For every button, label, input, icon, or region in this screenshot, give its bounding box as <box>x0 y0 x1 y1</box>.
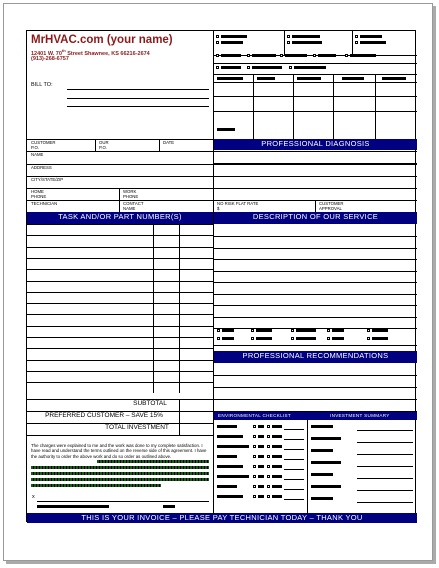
checkbox[interactable] <box>253 465 256 468</box>
summary-line[interactable] <box>357 442 413 443</box>
checkbox[interactable] <box>280 54 283 57</box>
grid-divider <box>333 74 334 139</box>
task-part-numbers-header: TASK AND/OR PART NUMBER(S) <box>27 212 213 224</box>
redacted-text <box>272 435 282 438</box>
task-row-line[interactable] <box>27 337 213 338</box>
redacted-text <box>256 329 272 332</box>
home-phone-label: HOME PHONE <box>31 189 47 199</box>
task-row-line[interactable] <box>27 235 213 236</box>
checklist-blank[interactable] <box>284 469 304 470</box>
redacted-text <box>272 455 282 458</box>
redacted-text <box>272 495 282 498</box>
redacted-signature-label <box>37 505 109 508</box>
checkbox[interactable] <box>291 329 294 332</box>
grid-divider <box>284 31 285 55</box>
checkbox[interactable] <box>267 455 270 458</box>
redacted-text <box>311 449 333 452</box>
redacted-text <box>372 329 388 332</box>
checklist-blank[interactable] <box>284 489 304 490</box>
checklist-blank[interactable] <box>284 459 304 460</box>
professional-diagnosis-header: PROFESSIONAL DIAGNOSIS <box>214 139 417 150</box>
company-name: MrHVAC.com (your name) <box>31 34 173 46</box>
redacted-text <box>258 465 264 468</box>
checklist-header-bar <box>214 412 417 420</box>
redacted-text <box>292 41 322 44</box>
redacted-text <box>311 425 333 428</box>
checkbox[interactable] <box>253 445 256 448</box>
redacted-header <box>217 77 243 80</box>
bill-to-label: BILL TO: <box>31 82 53 88</box>
grid-divider <box>352 31 353 55</box>
flat-rates-label: NO RISK FLAT RATE $ <box>217 201 259 211</box>
description-line[interactable] <box>213 317 417 318</box>
professional-recommendations-header: PROFESSIONAL RECOMMENDATIONS <box>214 351 417 363</box>
task-row-line[interactable] <box>27 360 213 361</box>
checkbox[interactable] <box>251 337 254 340</box>
checkbox[interactable] <box>267 465 270 468</box>
our-po-label: OUR P.O. <box>99 140 109 150</box>
redacted-text <box>217 425 237 428</box>
redacted-text <box>311 473 333 476</box>
field-divider <box>119 188 120 200</box>
redacted-text <box>221 54 241 57</box>
redacted-text <box>258 425 264 428</box>
field-divider <box>315 200 316 212</box>
redacted-text <box>311 485 341 488</box>
task-row-line[interactable] <box>27 348 213 349</box>
redacted-text <box>217 495 243 498</box>
recommendation-line[interactable] <box>213 375 417 376</box>
checkbox[interactable] <box>267 495 270 498</box>
checkbox[interactable] <box>267 485 270 488</box>
task-row-line[interactable] <box>27 326 213 327</box>
bill-to-line-1[interactable] <box>67 89 209 90</box>
redacted-text <box>252 54 276 57</box>
redacted-date-label <box>163 505 175 508</box>
center-divider <box>213 31 214 513</box>
summary-line[interactable] <box>357 430 413 431</box>
recommendation-line[interactable] <box>213 399 417 400</box>
redacted-text <box>252 66 282 69</box>
redacted-text <box>222 337 234 340</box>
description-line[interactable] <box>213 259 417 260</box>
checkbox[interactable] <box>253 435 256 438</box>
checkbox[interactable] <box>216 35 219 38</box>
checkbox[interactable] <box>253 475 256 478</box>
diagnosis-line[interactable] <box>213 163 417 164</box>
redacted-text <box>332 329 344 332</box>
task-row-line[interactable] <box>27 292 213 293</box>
subtotal-label: SUBTOTAL <box>133 400 167 407</box>
address-label: ADDRESS <box>31 165 52 170</box>
checkbox[interactable] <box>216 66 219 69</box>
work-phone-label: WORK PHONE <box>123 189 139 199</box>
summary-line[interactable] <box>357 466 413 467</box>
checkbox[interactable] <box>313 54 316 57</box>
checkbox[interactable] <box>327 337 330 340</box>
diagnosis-line[interactable] <box>213 188 417 189</box>
redacted-text <box>360 41 386 44</box>
redacted-text <box>221 41 243 44</box>
grid-divider <box>293 74 294 139</box>
total-investment-label: TOTAL INVESTMENT <box>105 424 169 431</box>
description-line[interactable] <box>213 282 417 283</box>
redacted-text <box>217 485 237 488</box>
total-col-divider <box>179 399 180 435</box>
checklist-blank[interactable] <box>284 499 304 500</box>
task-col-divider <box>153 224 154 393</box>
redacted-text <box>296 329 316 332</box>
summary-line[interactable] <box>357 490 413 491</box>
customer-po-label: CUSTOMER P.O. <box>31 140 56 150</box>
window-frame <box>3 3 433 561</box>
redacted-text <box>217 455 237 458</box>
bill-to-line-2[interactable] <box>67 98 209 99</box>
redacted-text <box>221 35 247 38</box>
redacted-text <box>332 337 344 340</box>
redacted-text <box>311 437 341 440</box>
environmental-checklist-header: ENVIRONMENTAL CHECKLIST <box>218 413 292 418</box>
task-row-line[interactable] <box>27 258 213 259</box>
signature-line[interactable] <box>37 501 209 502</box>
grid-divider <box>253 74 254 139</box>
terms-underline <box>31 466 209 469</box>
grid-divider <box>375 74 376 139</box>
grid-line <box>213 74 417 75</box>
grid-line <box>213 345 417 346</box>
terms-text: The charges were explained to me and the work was done to my complete satisfaction. I have read and understand the terms outlined on the reverse side of this agreement. I have the authority to order the above work and do so order as outlined above. <box>31 443 207 459</box>
checkbox[interactable] <box>355 35 358 38</box>
contact-name-label: CONTACT NAME <box>123 201 144 211</box>
task-row-line[interactable] <box>27 269 213 270</box>
redacted-text <box>360 35 382 38</box>
company-address: 12401 W. 70th Street Shawnee, KS 66216-2674 <box>31 48 150 57</box>
redacted-text <box>222 329 234 332</box>
redacted-text <box>217 445 249 448</box>
redacted-text <box>217 128 235 131</box>
checkbox[interactable] <box>251 329 254 332</box>
task-row-line[interactable] <box>27 314 213 315</box>
checkbox[interactable] <box>253 485 256 488</box>
redacted-text <box>217 465 243 468</box>
checklist-divider <box>307 420 308 513</box>
signature-x: x <box>32 494 35 500</box>
redacted-text <box>272 475 282 478</box>
redacted-header <box>382 77 406 80</box>
customer-approval-label: CUSTOMER APPROVAL <box>319 201 344 211</box>
task-row-line[interactable] <box>27 281 213 282</box>
grid-line <box>213 82 417 83</box>
description-service-header: DESCRIPTION OF OUR SERVICE <box>214 212 417 224</box>
checkbox[interactable] <box>267 425 270 428</box>
terms-underline <box>31 472 209 475</box>
redacted-text <box>221 66 241 69</box>
grid-line <box>213 96 417 97</box>
description-line[interactable] <box>213 305 417 306</box>
checkbox[interactable] <box>267 435 270 438</box>
total-line <box>27 399 213 400</box>
terms-underline <box>31 484 161 487</box>
redacted-text <box>311 461 341 464</box>
checkbox[interactable] <box>287 41 290 44</box>
checkbox[interactable] <box>217 329 220 332</box>
field-divider <box>119 200 120 212</box>
checkbox[interactable] <box>216 54 219 57</box>
redacted-text <box>294 66 326 69</box>
redacted-text <box>285 54 307 57</box>
checkbox[interactable] <box>217 337 220 340</box>
field-divider <box>95 139 96 151</box>
terms-underline <box>97 460 209 463</box>
task-row-line[interactable] <box>27 371 213 372</box>
name-label: NAME <box>31 152 44 157</box>
redacted-text <box>258 435 264 438</box>
terms-underline <box>31 478 209 481</box>
checklist-blank[interactable] <box>284 479 304 480</box>
task-col-divider <box>179 224 180 393</box>
redacted-text <box>311 497 333 500</box>
redacted-text <box>258 455 264 458</box>
checkbox[interactable] <box>216 41 219 44</box>
redacted-text <box>272 485 282 488</box>
redacted-text <box>217 435 243 438</box>
redacted-text <box>318 54 336 57</box>
grid-line <box>213 111 417 112</box>
technician-label: TECHNICIAN <box>31 201 58 206</box>
footer-banner: THIS IS YOUR INVOICE – PLEASE PAY TECHNICIAN TODAY – THANK YOU <box>27 513 417 523</box>
recommendation-line[interactable] <box>213 387 417 388</box>
description-line[interactable] <box>213 294 417 295</box>
investment-summary-header: INVESTMENT SUMMARY <box>330 413 390 418</box>
invoice-form <box>26 30 416 522</box>
checkbox[interactable] <box>287 35 290 38</box>
description-line[interactable] <box>213 248 417 249</box>
checkbox[interactable] <box>327 329 330 332</box>
checkbox[interactable] <box>355 41 358 44</box>
checkbox[interactable] <box>267 445 270 448</box>
redacted-text <box>258 495 264 498</box>
grid-line <box>213 63 417 64</box>
total-line <box>27 435 213 436</box>
diagnosis-line[interactable] <box>213 176 417 177</box>
field-line <box>27 151 213 152</box>
diagnosis-line <box>213 151 417 152</box>
checkbox[interactable] <box>247 66 250 69</box>
checkbox[interactable] <box>367 329 370 332</box>
task-row-line[interactable] <box>27 224 213 225</box>
field-divider <box>159 139 160 151</box>
company-phone: (913)-268-6757 <box>31 56 69 62</box>
city-state-zip-label: CITY/STATE/ZIP <box>31 177 64 182</box>
checkbox[interactable] <box>247 54 250 57</box>
redacted-header <box>297 77 321 80</box>
redacted-text <box>272 445 282 448</box>
redacted-text <box>256 337 272 340</box>
description-line[interactable] <box>213 236 417 237</box>
redacted-header <box>342 77 364 80</box>
checkbox[interactable] <box>253 495 256 498</box>
redacted-text <box>258 485 264 488</box>
summary-line[interactable] <box>357 478 413 479</box>
redacted-text <box>272 425 282 428</box>
bill-to-line-3[interactable] <box>67 106 209 107</box>
summary-line[interactable] <box>357 502 413 503</box>
checkbox[interactable] <box>267 475 270 478</box>
checkbox[interactable] <box>253 425 256 428</box>
checklist-blank[interactable] <box>284 449 304 450</box>
checkbox[interactable] <box>289 66 292 69</box>
field-line <box>27 164 417 165</box>
checklist-blank[interactable] <box>284 439 304 440</box>
description-line[interactable] <box>213 271 417 272</box>
redacted-text <box>350 54 376 57</box>
checkbox[interactable] <box>367 337 370 340</box>
redacted-text <box>296 337 316 340</box>
summary-line[interactable] <box>357 454 413 455</box>
redacted-text <box>217 475 249 478</box>
checklist-blank[interactable] <box>284 429 304 430</box>
redacted-text <box>292 35 320 38</box>
preferred-customer-label: PREFERRED CUSTOMER – SAVE 15% <box>45 412 163 419</box>
task-row-line[interactable] <box>27 382 213 383</box>
redacted-text <box>372 337 388 340</box>
checkbox[interactable] <box>291 337 294 340</box>
checkbox[interactable] <box>345 54 348 57</box>
redacted-header <box>257 77 275 80</box>
date-label: DATE <box>163 140 175 145</box>
checkbox[interactable] <box>253 455 256 458</box>
redacted-text <box>272 465 282 468</box>
redacted-text <box>258 445 264 448</box>
task-row-line[interactable] <box>27 303 213 304</box>
task-row-line[interactable] <box>27 247 213 248</box>
redacted-text <box>258 475 264 478</box>
